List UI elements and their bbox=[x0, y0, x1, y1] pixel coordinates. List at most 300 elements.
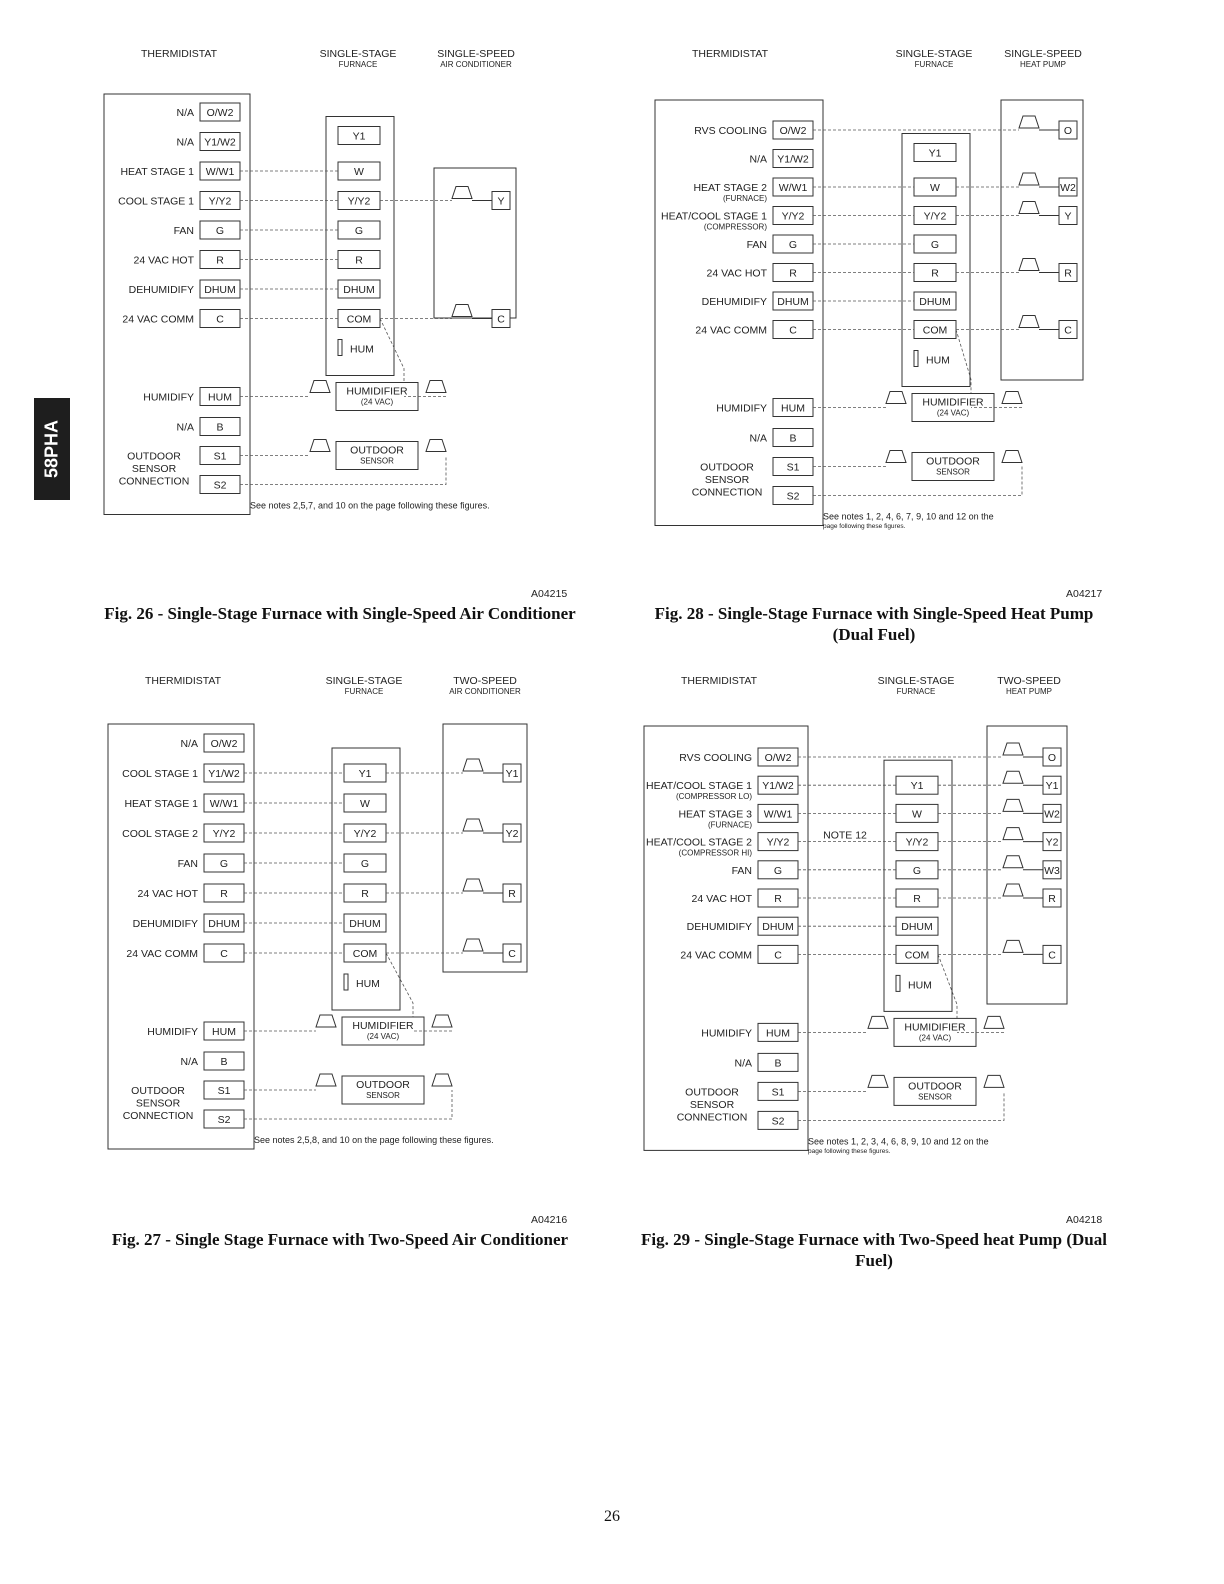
thermidistat-terminal-text-group bbox=[207, 107, 234, 119]
outdoor-terminal-text: C bbox=[497, 313, 505, 326]
bottom-terminal-text-group bbox=[208, 392, 232, 404]
outdoor-sensor-connection-label: SENSOR bbox=[689, 1098, 735, 1111]
thermidistat-terminal-text-group bbox=[789, 268, 797, 280]
terminal-label: (FURNACE) bbox=[708, 820, 752, 830]
furnace-terminal-text-group bbox=[901, 921, 933, 933]
bottom-terminal-text: S2 bbox=[771, 1115, 785, 1128]
column-header: FURNACE bbox=[344, 687, 384, 696]
thermidistat-terminal-text-group bbox=[204, 284, 236, 296]
terminal-label-group bbox=[747, 239, 767, 251]
outdoor-terminal-text-group bbox=[1048, 949, 1056, 961]
bottom-terminal-text-group bbox=[774, 1057, 781, 1069]
furnace-terminal-text-group bbox=[911, 780, 924, 792]
furnace-panel bbox=[326, 117, 394, 376]
terminal-label-group bbox=[707, 268, 768, 280]
terminal-label: COOL STAGE 1 bbox=[118, 195, 194, 208]
outdoor-terminal-text-group bbox=[497, 196, 504, 208]
outdoor-terminal-text-group bbox=[1048, 893, 1056, 905]
side-tab bbox=[34, 398, 70, 500]
terminal-label-group bbox=[680, 949, 752, 961]
column-header: HEAT PUMP bbox=[1006, 687, 1052, 696]
furnace-terminal-text: R bbox=[355, 254, 363, 267]
outdoor-terminal-text-group bbox=[1046, 780, 1059, 792]
bottom-terminal-label: N/A bbox=[749, 432, 767, 445]
thermidistat-terminal-text: O/W2 bbox=[210, 738, 238, 750]
column-header-group bbox=[997, 675, 1061, 696]
thermidistat-terminal-text-group bbox=[210, 798, 239, 810]
outdoor-sensor-connection-label-group bbox=[692, 462, 763, 499]
terminal-label-group bbox=[646, 780, 752, 801]
terminal-label: DEHUMIDIFY bbox=[701, 296, 767, 308]
sensor-coil-icon bbox=[868, 1075, 888, 1087]
terminal-label: 24 VAC COMM bbox=[122, 313, 194, 326]
thermidistat-terminal-text: C bbox=[216, 313, 224, 326]
figure-note: See notes 2,5,8, and 10 on the page following these figures. bbox=[254, 1135, 494, 1145]
bottom-terminal-text: S1 bbox=[213, 450, 227, 463]
bottom-terminal-text-group bbox=[214, 480, 227, 492]
bottom-terminal-text-group bbox=[781, 403, 805, 415]
bottom-terminal-text-group bbox=[218, 1085, 231, 1097]
furnace-terminal-y1-text-group bbox=[929, 148, 942, 160]
terminal-label: (COMPRESSOR HI) bbox=[678, 848, 752, 858]
outdoor-terminal-text-group bbox=[1064, 211, 1071, 223]
furnace-terminal-text: Y/Y2 bbox=[347, 195, 371, 208]
furnace-terminal-text: Y/Y2 bbox=[923, 210, 947, 223]
figure-27-code: A04216 bbox=[531, 1214, 568, 1226]
thermidistat-terminal-text-group bbox=[204, 137, 236, 149]
thermidistat-terminal-text-group bbox=[216, 255, 224, 267]
terminal-label: 24 VAC HOT bbox=[133, 254, 194, 267]
terminal-label: N/A bbox=[176, 136, 194, 149]
thermidistat-terminal-text-group bbox=[782, 211, 805, 223]
thermidistat-terminal-text-group bbox=[220, 858, 228, 870]
terminal-label: HEAT/COOL STAGE 1 bbox=[646, 780, 752, 793]
thermidistat-terminal-text: R bbox=[789, 267, 797, 280]
terminal-label: RVS COOLING bbox=[694, 125, 767, 137]
thermidistat-terminal-text-group bbox=[779, 182, 808, 194]
terminal-label-group bbox=[176, 107, 194, 119]
furnace-terminal-text-group bbox=[355, 225, 363, 237]
thermidistat-terminal-text-group bbox=[774, 865, 782, 877]
terminal-label: FAN bbox=[173, 225, 194, 237]
humidifier-label: (24 VAC) bbox=[936, 408, 970, 418]
terminal-label: DEHUMIDIFY bbox=[128, 284, 194, 296]
column-header: SINGLE-STAGE bbox=[325, 675, 403, 687]
column-header: THERMIDISTAT bbox=[144, 675, 222, 687]
thermidistat-terminal-text: Y1/W2 bbox=[204, 136, 236, 149]
bottom-terminal-text: HUM bbox=[212, 1026, 236, 1038]
outdoor-terminal-text: W2 bbox=[1044, 808, 1060, 821]
column-header: TWO-SPEED bbox=[997, 675, 1061, 687]
bottom-terminal-text-group bbox=[772, 1115, 785, 1127]
relay-coil-icon bbox=[1003, 828, 1023, 840]
outdoor-sensor-connection-label: CONNECTION bbox=[676, 1111, 748, 1124]
bottom-terminal-text-group bbox=[789, 433, 796, 445]
bottom-terminal-text: B bbox=[216, 421, 224, 434]
column-header-group bbox=[145, 675, 222, 687]
bottom-terminal-label-group bbox=[143, 392, 194, 404]
bottom-terminal-text: B bbox=[220, 1056, 228, 1068]
bottom-terminal-text: HUM bbox=[781, 402, 805, 415]
thermidistat-terminal-text: G bbox=[215, 225, 225, 237]
outdoor-terminal-text: O bbox=[1047, 752, 1057, 764]
outdoor-sensor-connection-label: CONNECTION bbox=[122, 1110, 194, 1122]
bottom-terminal-label: HUMIDIFY bbox=[716, 402, 767, 415]
thermidistat-terminal-text-group bbox=[774, 893, 782, 905]
thermidistat-terminal-text-group bbox=[780, 125, 807, 137]
relay-coil-icon bbox=[1003, 771, 1023, 783]
furnace-terminal-text: DHUM bbox=[349, 918, 381, 930]
outdoor-sensor-connection-label: SENSOR bbox=[131, 463, 177, 475]
thermidistat-terminal-text: W/W1 bbox=[763, 808, 793, 821]
thermidistat-terminal-text: W/W1 bbox=[205, 166, 235, 178]
furnace-terminal-text-group bbox=[931, 239, 939, 251]
terminal-label: N/A bbox=[749, 153, 767, 166]
outdoor-sensor-connection-label: OUTDOOR bbox=[685, 1086, 739, 1099]
thermidistat-terminal-text: O/W2 bbox=[206, 107, 234, 119]
humidifier-label: (24 VAC) bbox=[366, 1032, 400, 1041]
wiring-diagram-svg bbox=[104, 671, 584, 1151]
sensor-coil-icon bbox=[426, 440, 446, 452]
figure-note: See notes 1, 2, 3, 4, 6, 8, 9, 10 and 12 on the bbox=[808, 1136, 989, 1147]
sensor-coil-icon bbox=[984, 1075, 1004, 1087]
outdoor-unit-panel bbox=[443, 724, 527, 972]
thermidistat-terminal-text: DHUM bbox=[777, 296, 809, 308]
column-header: FURNACE bbox=[896, 687, 936, 696]
bottom-terminal-text: S1 bbox=[217, 1085, 231, 1097]
figure-28-caption: Fig. 28 - Single-Stage Furnace with Single-Speed Heat Pump (Dual Fuel) bbox=[654, 604, 1094, 644]
terminal-label: FAN bbox=[746, 239, 767, 251]
relay-coil-icon bbox=[1019, 202, 1039, 214]
thermidistat-terminal-text-group bbox=[789, 325, 797, 337]
thermidistat-terminal-text: Y1/W2 bbox=[208, 768, 240, 780]
furnace-terminal-text: Y1 bbox=[358, 768, 372, 780]
sensor-coil-icon bbox=[886, 451, 906, 463]
furnace-terminal-text-group bbox=[913, 865, 921, 877]
terminal-label: HEAT/COOL STAGE 1 bbox=[661, 210, 767, 223]
bottom-terminal-text: HUM bbox=[766, 1027, 790, 1040]
thermidistat-terminal-text: Y/Y2 bbox=[212, 828, 236, 840]
bottom-terminal-text-group bbox=[218, 1114, 231, 1126]
outdoor-terminal-text: C bbox=[1048, 949, 1056, 962]
relay-coil-icon bbox=[1003, 799, 1023, 811]
terminal-label-group bbox=[749, 154, 767, 166]
relay-coil-icon bbox=[1019, 316, 1039, 328]
relay-coil-icon bbox=[463, 879, 483, 891]
thermidistat-terminal-text: G bbox=[788, 239, 798, 251]
humidifier-label: HUMIDIFIER bbox=[346, 385, 408, 398]
terminal-label: HEAT STAGE 1 bbox=[124, 798, 198, 810]
outdoor-sensor-label: OUTDOOR bbox=[926, 455, 980, 468]
terminal-label: N/A bbox=[180, 738, 198, 750]
outdoor-terminal-text-group bbox=[1048, 752, 1056, 764]
furnace-hum-label-group bbox=[350, 344, 374, 356]
outdoor-terminal-text: O bbox=[1063, 125, 1073, 137]
relay-coil-icon bbox=[452, 305, 472, 317]
outdoor-terminal-text-group bbox=[1064, 268, 1072, 280]
bottom-terminal-text: B bbox=[789, 432, 797, 445]
outdoor-terminal-text: W2 bbox=[1060, 182, 1076, 194]
furnace-terminal-text-group bbox=[348, 196, 371, 208]
outdoor-terminal-text: R bbox=[508, 888, 516, 900]
furnace-terminal-text-group bbox=[361, 888, 369, 900]
thermidistat-terminal-text-group bbox=[209, 196, 232, 208]
thermidistat-terminal-text-group bbox=[216, 225, 224, 237]
column-header: TWO-SPEED bbox=[453, 675, 517, 687]
figure-note-group bbox=[250, 501, 490, 511]
column-header: FURNACE bbox=[338, 60, 378, 69]
figure-note-group bbox=[808, 1136, 989, 1155]
furnace-terminal-text-group bbox=[923, 325, 948, 337]
terminal-label-group bbox=[695, 325, 767, 337]
bottom-terminal-label: N/A bbox=[734, 1057, 752, 1070]
terminal-label-group bbox=[178, 858, 198, 870]
column-header: HEAT PUMP bbox=[1020, 60, 1066, 69]
outdoor-terminal-text: C bbox=[1064, 324, 1072, 337]
outdoor-terminal-text: Y1 bbox=[1045, 780, 1059, 793]
terminal-label: FAN bbox=[177, 858, 198, 870]
bottom-terminal-text-group bbox=[212, 1026, 236, 1038]
extra-note-group bbox=[823, 830, 867, 842]
furnace-terminal-text: W bbox=[354, 166, 364, 178]
outdoor-terminal-text-group bbox=[1044, 865, 1060, 877]
outdoor-sensor-connection-label: SENSOR bbox=[135, 1097, 181, 1110]
humidifier-label: HUMIDIFIER bbox=[922, 396, 984, 409]
column-header-group bbox=[320, 48, 397, 69]
outdoor-sensor-connection-label-group bbox=[119, 451, 190, 488]
furnace-terminal-text: Y1 bbox=[910, 780, 924, 793]
thermidistat-terminal-text-group bbox=[789, 239, 797, 251]
figure-note-group bbox=[823, 512, 994, 531]
furnace-terminal-text-group bbox=[919, 296, 951, 308]
thermidistat-terminal-text-group bbox=[213, 828, 236, 840]
outdoor-terminal-text-group bbox=[497, 314, 505, 326]
furnace-terminal-text-group bbox=[354, 828, 377, 840]
furnace-terminal-y1-text: Y1 bbox=[352, 130, 366, 143]
furnace-terminal-text: DHUM bbox=[919, 296, 951, 308]
terminal-label-group bbox=[687, 921, 752, 933]
column-header: SINGLE-STAGE bbox=[877, 675, 955, 687]
column-header: THERMIDISTAT bbox=[691, 48, 769, 60]
bottom-terminal-label: HUMIDIFY bbox=[701, 1027, 752, 1040]
relay-coil-icon bbox=[452, 187, 472, 199]
furnace-terminal-text: COM bbox=[904, 949, 930, 962]
terminal-label: FAN bbox=[731, 864, 752, 877]
side-tab-label: 58PHA bbox=[41, 419, 62, 479]
terminal-label-group bbox=[174, 225, 194, 237]
bottom-terminal-text: S1 bbox=[786, 461, 800, 474]
terminal-label-group bbox=[120, 166, 194, 178]
humidifier-coil-icon bbox=[426, 381, 446, 393]
figure-note-group bbox=[254, 1135, 494, 1145]
terminal-label: DEHUMIDIFY bbox=[686, 921, 752, 934]
thermidistat-terminal-text-group bbox=[220, 948, 228, 960]
terminal-label-group bbox=[134, 255, 195, 267]
figure-28-code: A04217 bbox=[1066, 588, 1103, 600]
furnace-terminal-text-group bbox=[354, 166, 364, 178]
bottom-terminal-text-group bbox=[220, 1056, 227, 1068]
outdoor-terminal-text: Y1 bbox=[505, 768, 519, 780]
outdoor-terminal-text: Y bbox=[1064, 210, 1072, 223]
bottom-terminal-label-group bbox=[147, 1026, 198, 1038]
furnace-hum-label: HUM bbox=[356, 978, 380, 990]
terminal-label-group bbox=[678, 808, 752, 829]
outdoor-sensor-connection-label-group bbox=[677, 1086, 748, 1123]
bottom-terminal-label-group bbox=[734, 1057, 752, 1069]
furnace-hum-label: HUM bbox=[908, 979, 932, 992]
bottom-terminal-text-group bbox=[787, 491, 800, 503]
thermidistat-terminal-text: W/W1 bbox=[209, 798, 239, 810]
terminal-label: COOL STAGE 2 bbox=[122, 828, 198, 840]
furnace-hum-label-group bbox=[356, 978, 380, 990]
furnace-panel bbox=[902, 134, 970, 387]
terminal-label-group bbox=[122, 768, 198, 780]
terminal-label-group bbox=[661, 211, 767, 232]
column-header-group bbox=[1004, 48, 1082, 69]
outdoor-terminal-text: Y2 bbox=[1045, 836, 1059, 849]
wiring-diagram-svg bbox=[104, 44, 584, 524]
furnace-terminal-text: R bbox=[361, 888, 369, 900]
relay-coil-icon bbox=[463, 939, 483, 951]
humidifier-coil-icon bbox=[432, 1015, 452, 1027]
thermidistat-terminal-text: O/W2 bbox=[764, 752, 792, 764]
outdoor-sensor-label: OUTDOOR bbox=[908, 1080, 962, 1093]
bottom-terminal-text: S1 bbox=[771, 1086, 785, 1099]
figure-29-diagram bbox=[640, 671, 1110, 1181]
furnace-terminal-text-group bbox=[360, 798, 370, 810]
thermidistat-terminal-text-group bbox=[762, 921, 794, 933]
outdoor-sensor-connection-label-group bbox=[123, 1085, 194, 1122]
relay-coil-icon bbox=[1003, 856, 1023, 868]
figure-26-caption: Fig. 26 - Single-Stage Furnace with Single-Speed Air Conditioner bbox=[104, 604, 576, 623]
thermidistat-terminal-text: DHUM bbox=[204, 284, 236, 296]
bottom-terminal-label-group bbox=[701, 1027, 752, 1039]
column-header-group bbox=[437, 48, 515, 69]
furnace-terminal-text: Y/Y2 bbox=[905, 836, 929, 849]
furnace-terminal-text-group bbox=[343, 284, 375, 296]
bottom-terminal-label: HUMIDIFY bbox=[143, 391, 194, 404]
outdoor-unit-panel bbox=[434, 168, 516, 318]
terminal-label-group bbox=[176, 137, 194, 149]
terminal-label-group bbox=[180, 738, 198, 750]
figure-note: See notes 2,5,7, and 10 on the page following these figures. bbox=[250, 500, 490, 511]
column-header: AIR CONDITIONER bbox=[440, 60, 512, 69]
column-header: SINGLE-STAGE bbox=[895, 48, 973, 60]
outdoor-terminal-text-group bbox=[506, 768, 519, 780]
furnace-terminal-text: G bbox=[354, 225, 364, 237]
outdoor-terminal-text: R bbox=[1064, 267, 1072, 280]
relay-coil-icon bbox=[1003, 940, 1023, 952]
bottom-terminal-label-group bbox=[176, 422, 194, 434]
terminal-label-group bbox=[129, 284, 194, 296]
furnace-terminal-text-group bbox=[361, 858, 369, 870]
column-header-group bbox=[326, 675, 403, 696]
bottom-terminal-text: B bbox=[774, 1057, 782, 1070]
furnace-panel bbox=[884, 760, 952, 1011]
column-header-group bbox=[449, 675, 521, 696]
outdoor-sensor-label: OUTDOOR bbox=[350, 444, 404, 457]
relay-coil-icon bbox=[463, 759, 483, 771]
furnace-terminal-text-group bbox=[931, 268, 939, 280]
column-header-group bbox=[878, 675, 955, 696]
figure-note: See notes 1, 2, 4, 6, 7, 9, 10 and 12 on the bbox=[823, 511, 994, 522]
figure-28-diagram bbox=[650, 44, 1110, 554]
extra-note: NOTE 12 bbox=[823, 829, 867, 842]
sensor-coil-icon bbox=[310, 440, 330, 452]
thermidistat-terminal-text: G bbox=[773, 864, 783, 877]
outdoor-terminal-text-group bbox=[508, 888, 516, 900]
column-header-group bbox=[692, 48, 769, 60]
humidifier-coil-icon bbox=[868, 1016, 888, 1028]
terminal-label: (COMPRESSOR LO) bbox=[675, 792, 752, 802]
thermidistat-terminal-text-group bbox=[206, 166, 235, 178]
column-header: THERMIDISTAT bbox=[140, 48, 218, 60]
relay-coil-icon bbox=[1019, 173, 1039, 185]
terminal-label: (COMPRESSOR) bbox=[703, 222, 767, 232]
relay-coil-icon bbox=[1019, 259, 1039, 271]
thermidistat-terminal-text: O/W2 bbox=[779, 125, 807, 137]
outdoor-sensor-label: SENSOR bbox=[360, 456, 394, 466]
terminal-label-group bbox=[692, 893, 753, 905]
thermidistat-terminal-text-group bbox=[208, 768, 240, 780]
bottom-terminal-text-group bbox=[772, 1086, 785, 1098]
thermidistat-terminal-text: Y/Y2 bbox=[208, 195, 232, 208]
outdoor-sensor-connection-label: OUTDOOR bbox=[700, 461, 754, 474]
thermidistat-terminal-text: R bbox=[220, 888, 228, 900]
furnace-terminal-text-group bbox=[930, 182, 940, 194]
furnace-terminal-text: G bbox=[360, 858, 370, 870]
column-header-group bbox=[141, 48, 218, 60]
furnace-terminal-text-group bbox=[355, 255, 363, 267]
outdoor-sensor-label: OUTDOOR bbox=[356, 1079, 410, 1091]
furnace-terminal-text-group bbox=[913, 893, 921, 905]
terminal-label-group bbox=[702, 296, 767, 308]
humidifier-coil-icon bbox=[1002, 392, 1022, 404]
outdoor-terminal-text: W3 bbox=[1044, 864, 1060, 877]
terminal-label-group bbox=[122, 314, 194, 326]
terminal-label-group bbox=[646, 837, 752, 858]
terminal-label-group bbox=[138, 888, 199, 900]
outdoor-terminal-text-group bbox=[506, 828, 519, 840]
humidifier-coil-icon bbox=[316, 1015, 336, 1027]
thermidistat-terminal-text: Y1/W2 bbox=[762, 780, 794, 793]
furnace-terminal-y1-text-group bbox=[353, 131, 366, 143]
terminal-label: HEAT STAGE 2 bbox=[693, 182, 767, 194]
thermidistat-terminal-text-group bbox=[777, 154, 809, 166]
furnace-terminal-text: R bbox=[931, 267, 939, 280]
terminal-label: 24 VAC HOT bbox=[691, 893, 752, 905]
figure-27-caption: Fig. 27 - Single Stage Furnace with Two-Speed Air Conditioner bbox=[111, 1230, 569, 1249]
thermidistat-terminal-text: C bbox=[220, 948, 228, 960]
column-header: SINGLE-SPEED bbox=[1004, 48, 1082, 60]
outdoor-sensor-connection-label: OUTDOOR bbox=[127, 450, 181, 463]
figure-note: page following these figures. bbox=[823, 523, 906, 530]
terminal-label: 24 VAC COMM bbox=[126, 948, 198, 960]
bottom-terminal-label-group bbox=[180, 1056, 198, 1068]
thermidistat-terminal-text-group bbox=[208, 918, 240, 930]
furnace-hum-label-group bbox=[908, 979, 932, 991]
thermidistat-terminal-text: Y/Y2 bbox=[781, 210, 805, 223]
thermidistat-terminal-text-group bbox=[764, 808, 793, 820]
bottom-terminal-text-group bbox=[214, 451, 227, 463]
humidifier-label: HUMIDIFIER bbox=[352, 1020, 414, 1032]
furnace-hum-label-group bbox=[926, 355, 950, 367]
thermidistat-terminal-text: G bbox=[219, 858, 229, 870]
terminal-label-group bbox=[126, 948, 198, 960]
thermidistat-terminal-text: W/W1 bbox=[778, 182, 808, 194]
furnace-panel bbox=[332, 748, 400, 1010]
terminal-label: RVS COOLING bbox=[679, 752, 752, 764]
